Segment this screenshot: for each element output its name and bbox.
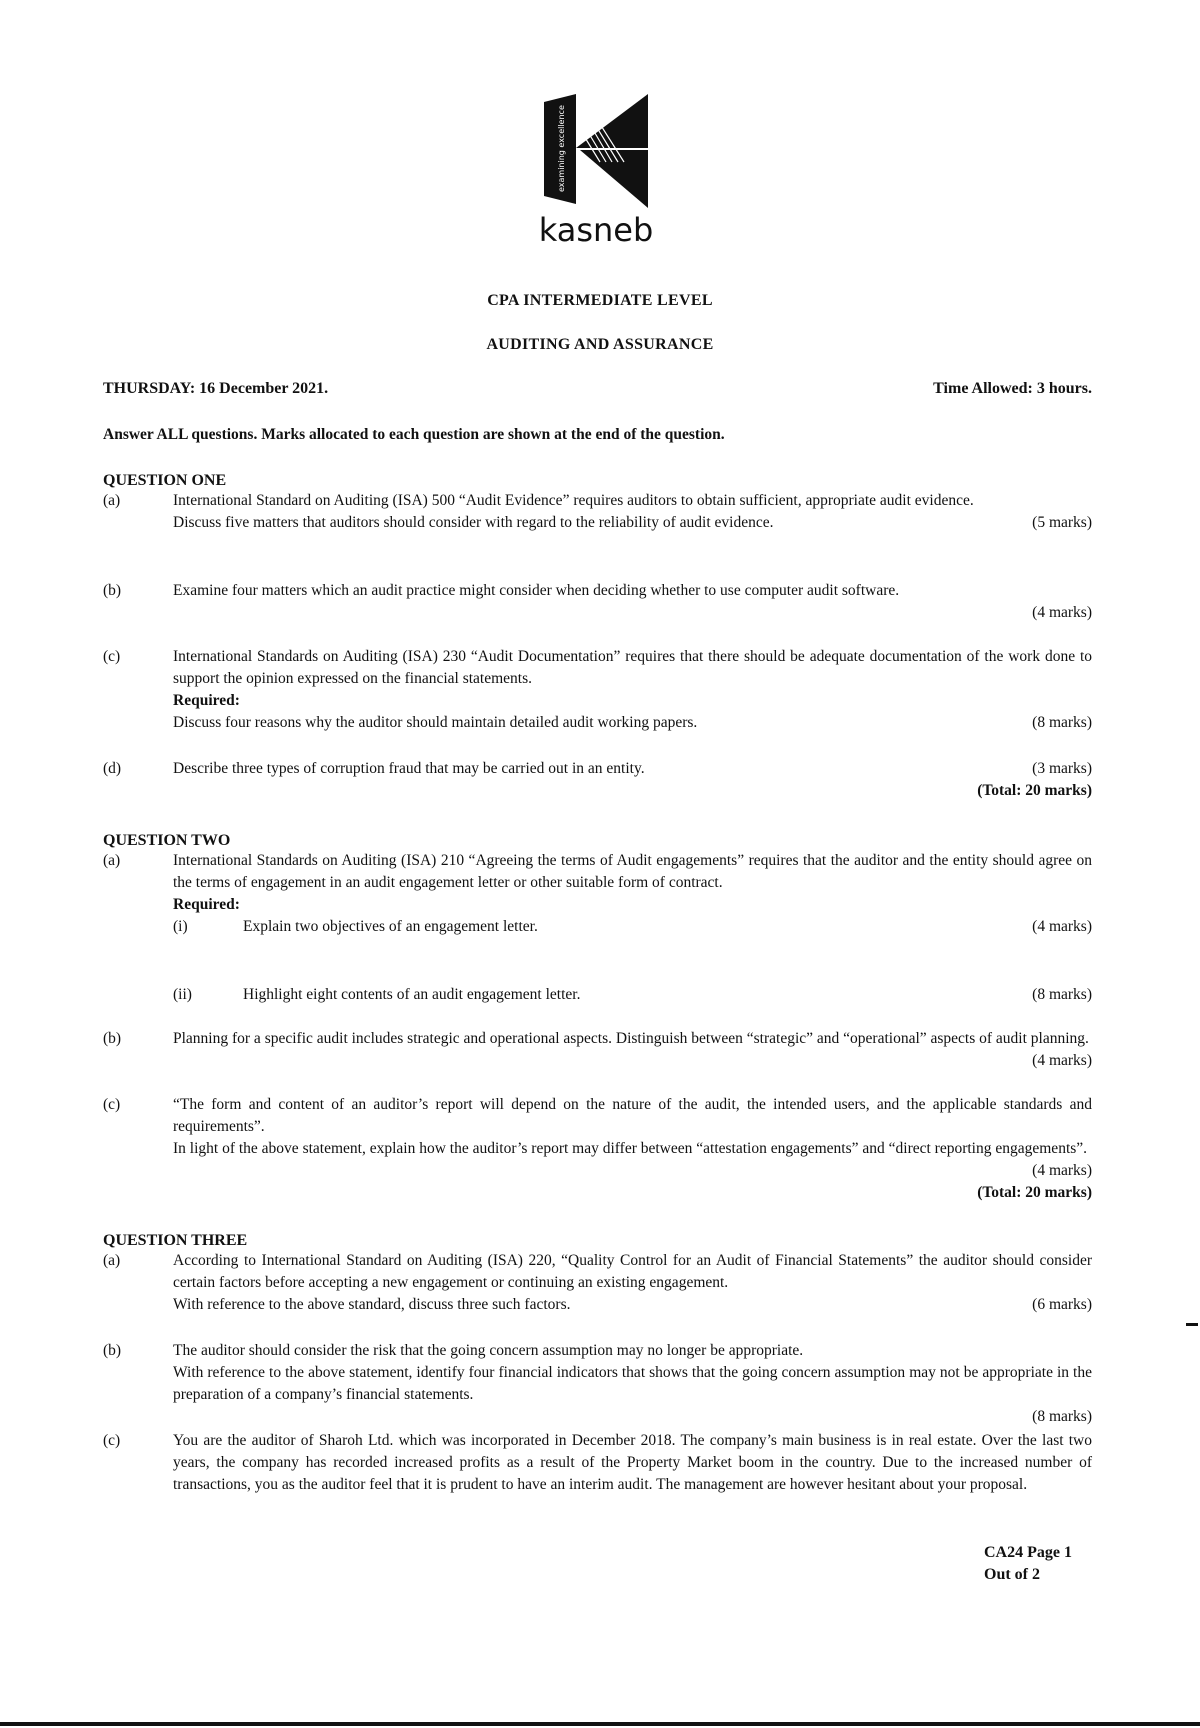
- q1d-text: Describe three types of corruption fraud that may be carried out in an entity.: [173, 760, 645, 777]
- page-footer: [984, 1542, 1072, 1586]
- q1-total: (Total: 20 marks): [977, 782, 1092, 799]
- q3a-label: (a): [103, 1252, 121, 1269]
- footer-page-of: Out of 2: [984, 1566, 1040, 1583]
- q1b-label: (b): [103, 582, 122, 599]
- q1c-required: Required:: [173, 692, 240, 709]
- exam-instructions: Answer ALL questions. Marks allocated to each question are shown at the end of the question.: [103, 426, 725, 443]
- q2b-marks: (4 marks): [1032, 1052, 1092, 1069]
- q3a-task: With reference to the above standard, discuss three such factors.: [173, 1296, 571, 1313]
- q2a-i-label: (i): [173, 918, 188, 935]
- q2a-i-text: Explain two objectives of an engagement letter.: [243, 918, 538, 935]
- q1c-task: Discuss four reasons why the auditor should maintain detailed audit working papers.: [173, 714, 698, 731]
- q2c-marks: (4 marks): [1032, 1162, 1092, 1179]
- q2c-label: (c): [103, 1096, 121, 1113]
- q1c-text: International Standards on Auditing (ISA) 230 “Audit Documentation” requires that there should be adequate documentation of the work done to support the opinion expressed on the financial statements.: [173, 648, 1092, 687]
- exam-date: THURSDAY: 16 December 2021.: [103, 380, 329, 397]
- q2a-i: [173, 916, 1092, 938]
- q2a-ii: [173, 984, 1092, 1006]
- question-two-heading: QUESTION TWO: [103, 832, 231, 849]
- q2-part-b: [103, 1028, 1092, 1072]
- q1-part-c: [103, 646, 1092, 734]
- q1c-label: (c): [103, 648, 121, 665]
- q3-part-a: [103, 1250, 1092, 1316]
- q3b-marks: (8 marks): [1032, 1408, 1092, 1425]
- q3b-task: With reference to the above statement, identify four financial indicators that shows that the going concern assumption may not be appropriate in the preparation of a company’s financial statements.: [173, 1364, 1092, 1403]
- q2a-required: Required:: [173, 896, 240, 913]
- q2c-text: “The form and content of an auditor’s report will depend on the nature of the audit, the intended users, and the applicable standards and requirements”.: [173, 1096, 1092, 1135]
- q3b-text: The auditor should consider the risk that the going concern assumption may no longer be appropriate.: [173, 1342, 804, 1359]
- exam-level: CPA INTERMEDIATE LEVEL: [487, 292, 713, 309]
- q1d-marks: (3 marks): [1032, 760, 1092, 777]
- q3-part-b: [103, 1340, 1092, 1428]
- q1b-text: Examine four matters which an audit practice might consider when deciding whether to use computer audit software.: [173, 582, 900, 599]
- q2-part-c: [103, 1094, 1092, 1204]
- q3a-marks: (6 marks): [1032, 1296, 1092, 1313]
- q2a-i-marks: (4 marks): [1032, 918, 1092, 935]
- q2-total: (Total: 20 marks): [977, 1184, 1092, 1201]
- q3c-text: You are the auditor of Sharoh Ltd. which was incorporated in December 2018. The company’s main business is in real estate. Over the last two years, the company has recorded increased profits as a result of the Property Market boom in the country. Due to the increased number of transactions, you as the auditor feel that it is prudent to have an interim audit. The management are however hesitant about your proposal.: [173, 1432, 1092, 1493]
- q3-part-c: [103, 1430, 1092, 1496]
- question-three-heading: QUESTION THREE: [103, 1232, 248, 1249]
- footer-page-code: CA24 Page 1: [984, 1544, 1072, 1561]
- q3b-label: (b): [103, 1342, 122, 1359]
- q1d-label: (d): [103, 760, 122, 777]
- q1a-task: Discuss five matters that auditors should consider with regard to the reliability of audit evidence.: [173, 514, 774, 531]
- q2b-label: (b): [103, 1030, 122, 1047]
- logo-side-text: examining excellence: [557, 105, 566, 192]
- q2a-ii-text: Highlight eight contents of an audit engagement letter.: [243, 986, 581, 1003]
- q1a-label: (a): [103, 492, 121, 509]
- q1-part-b: [103, 580, 1092, 624]
- margin-mark: [1186, 1323, 1198, 1326]
- q1a-marks: (5 marks): [1032, 514, 1092, 531]
- q2-part-a: [103, 850, 1092, 938]
- q2b-text: Planning for a specific audit includes strategic and operational aspects. Distinguish between “strategic” and “operational” aspects of audit planning.: [173, 1030, 1089, 1047]
- q1-part-a: [103, 490, 1092, 534]
- kasneb-k-mark-icon: [540, 92, 652, 208]
- q2a-text: International Standards on Auditing (ISA) 210 “Agreeing the terms of Audit engagements” requires that the auditor and the entity should agree on the terms of engagement in an audit engagement letter or other suitable form of contract.: [173, 852, 1092, 891]
- q1b-marks: (4 marks): [1032, 604, 1092, 621]
- q3a-text: According to International Standard on Auditing (ISA) 220, “Quality Control for an Audit of Financial Statements” the auditor should consider certain factors before accepting a new engagement or continuing an existing engagement.: [173, 1252, 1092, 1291]
- q2a-ii-label: (ii): [173, 986, 192, 1003]
- bottom-rule: [0, 1722, 1200, 1726]
- time-allowed: Time Allowed: 3 hours.: [933, 380, 1092, 397]
- question-one-heading: QUESTION ONE: [103, 472, 227, 489]
- q2a-label: (a): [103, 852, 121, 869]
- q2c-task: In light of the above statement, explain how the auditor’s report may differ between “attestation engagements” and “direct reporting engagements”.: [173, 1140, 1088, 1157]
- kasneb-logo: [536, 92, 656, 262]
- q2-part-a-ii: [103, 984, 1092, 1006]
- q1c-marks: (8 marks): [1032, 714, 1092, 731]
- logo-wordmark: kasneb: [538, 211, 654, 249]
- q2a-ii-marks: (8 marks): [1032, 986, 1092, 1003]
- exam-subject: AUDITING AND ASSURANCE: [486, 336, 714, 353]
- q3c-label: (c): [103, 1432, 121, 1449]
- q1-part-d: [103, 758, 1092, 802]
- q1a-text: International Standard on Auditing (ISA) 500 “Audit Evidence” requires auditors to obtain sufficient, appropriate audit evidence.: [173, 492, 974, 509]
